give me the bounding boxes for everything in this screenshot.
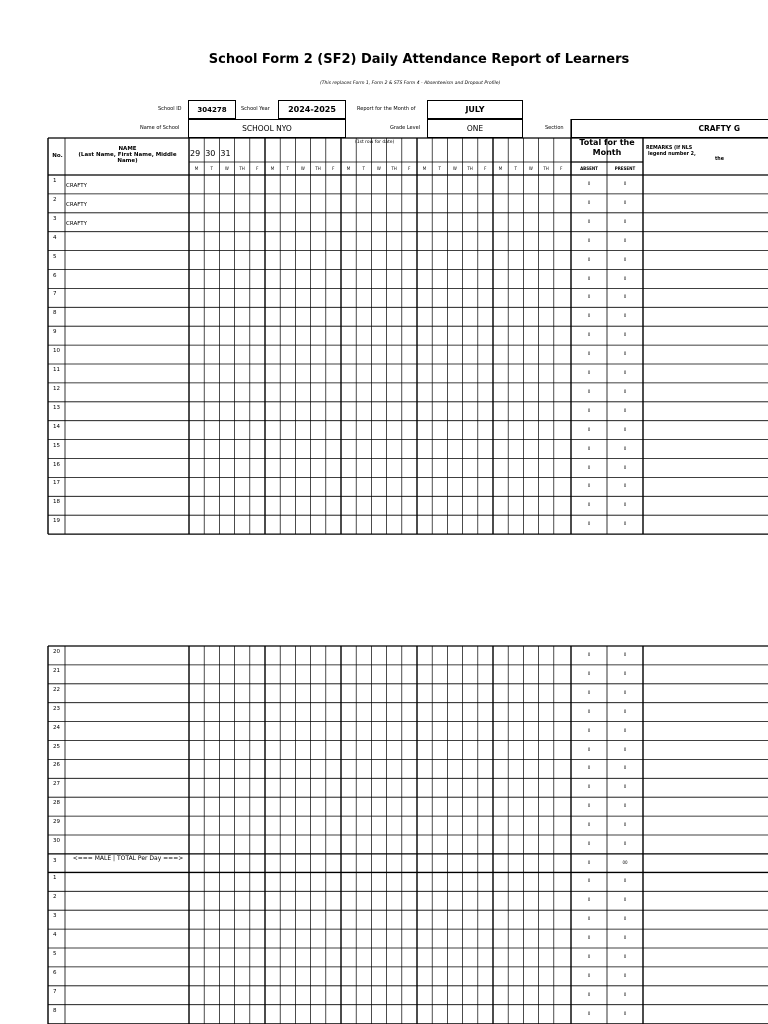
row-number: 11 [53,367,60,373]
weekday-label: W [224,166,229,171]
present-total: 0 [623,897,627,903]
absent-total: 0 [587,935,591,941]
present-total: 0 [623,294,627,300]
weekday-label: T [514,166,517,171]
present-total: 0 [623,332,627,338]
present-total: 0 [623,803,627,809]
weekday-label: T [210,166,213,171]
weekday-label: M [498,166,503,171]
row-number: 4 [53,932,57,939]
school-name-field[interactable]: SCHOOL NYO [188,119,346,138]
present-total: 0 [623,199,627,205]
present-total: 0 [623,878,627,884]
row-number: 7 [53,988,57,995]
row-number: 14 [53,423,60,430]
absent-total: 0 [587,803,591,809]
present-total: 0 [623,954,627,959]
present-total: 0 [623,652,627,657]
row-number: 3 [53,857,57,864]
present-total: 0 [623,689,627,695]
weekday-label: TH [543,166,549,171]
absent-total: 0 [587,784,591,790]
school-year-label: School Year [241,106,270,112]
row-number: 6 [53,969,57,976]
row-number: 29 [53,819,60,826]
present-total: 0 [623,746,627,752]
weekday-label: TH [239,166,245,171]
report-month-field[interactable]: JULY [427,100,523,119]
school-id-label: School ID [158,106,182,112]
date-note: (1st row for date) [355,140,395,145]
absent-total: 0 [587,972,591,978]
present-total: 0 [623,765,627,771]
male-total-label: <=== MALE | TOTAL Per Day ===> [72,855,184,862]
page-title: School Form 2 (SF2) Daily Attendance Report of Learners [208,52,630,67]
present-total: 0 [623,502,627,508]
present-total: 0 [623,708,627,714]
row-number: 16 [53,461,60,468]
absent-total: 0 [587,727,591,733]
row-number: 27 [53,781,60,788]
absent-header: ABSENT [580,166,598,171]
no-header: No. [52,153,63,159]
absent-total: 0 [587,407,591,413]
present-total: 0 [623,972,627,978]
present-total: 0 [623,370,627,375]
row-number: 10 [53,348,60,355]
row-number: 21 [53,667,60,674]
absent-total: 0 [587,313,591,319]
absent-total: 0 [587,275,591,281]
present-total: 0 [623,256,627,262]
row-number: 19 [53,518,60,525]
present-total: 0 [623,935,627,941]
row-number: 20 [53,649,60,655]
row-number: 3 [53,215,57,222]
learner-name[interactable]: CRAFTY [66,201,87,208]
weekday-label: M [346,166,351,171]
school-year-field[interactable]: 2024-2025 [278,100,346,119]
present-total: 0 [623,275,627,281]
page-subtitle: (This replaces Form 1, Form 2 & STS Form 4 - Absenteeism and Dropout Profile) [320,81,501,86]
weekday-label: W [376,166,381,171]
absent-total: 0 [587,841,591,846]
present-total: 0 [623,784,627,790]
absent-total: 0 [587,294,591,300]
absent-total: 0 [587,445,591,451]
name-header-sub: (Last Name, First Name, Middle Name) [78,152,177,164]
weekday-label: T [438,166,441,171]
row-number: 18 [53,499,60,506]
row-number: 15 [53,442,60,449]
date-number: 31 [220,149,231,158]
row-number: 8 [53,1007,57,1014]
present-total: 0 [623,237,627,243]
section-field[interactable]: CRAFTY G [571,119,768,138]
absent-total: 0 [587,237,591,243]
weekday-label: T [286,166,289,171]
remarks-header: REMARKS (If NLS [646,146,693,151]
absent-total: 0 [587,388,591,394]
school-id-field[interactable]: 304278 [188,100,236,119]
total-for-month-header: Total for the Month [579,138,635,157]
remarks-sub-2: the [715,157,724,162]
present-total: 0 [623,670,627,676]
present-total: 0 [623,407,627,413]
absent-total: 0 [587,370,591,375]
weekday-label: T [362,166,365,171]
present-total: 0 [623,464,627,470]
weekday-label: TH [391,166,397,171]
absent-total: 0 [587,954,591,959]
row-number: 12 [53,385,60,392]
row-number: 13 [53,404,60,411]
weekday-label: F [408,166,411,171]
present-total: 0 [623,991,627,997]
row-number: 30 [53,838,60,844]
weekday-label: W [300,166,305,171]
row-number: 5 [53,253,57,260]
present-total: 0 [623,351,627,357]
remarks-sub-1: legend number 2, [648,151,696,157]
weekday-label: M [422,166,427,171]
weekday-label: W [528,166,533,171]
absent-total: 0 [587,897,591,903]
row-number: 5 [53,951,57,957]
present-total: 0 [623,727,627,733]
row-number: 28 [53,800,60,807]
row-number: 2 [53,894,57,901]
absent-total: 0 [587,708,591,714]
absent-total: 0 [587,521,591,527]
present-header: PRESENT [614,166,636,171]
absent-total: 0 [587,689,591,695]
present-total: 0 [623,426,627,432]
row-number: 24 [53,724,60,731]
weekday-label: TH [315,166,321,171]
date-number: 30 [205,149,216,158]
absent-total: 0 [587,822,591,828]
row-number: 23 [53,705,60,712]
present-total: 0 [623,521,627,527]
present-total: 0 [623,388,627,394]
weekday-label: F [484,166,487,171]
present-total: 00 [622,859,628,865]
present-total: 0 [623,445,627,451]
absent-total: 0 [587,483,591,489]
absent-total: 0 [587,652,591,657]
present-total: 0 [623,1010,627,1016]
weekday-label: W [452,166,457,171]
absent-total: 0 [587,332,591,338]
row-number: 25 [53,743,60,750]
grade-level-field[interactable]: ONE [427,119,523,138]
absent-total: 0 [587,991,591,997]
present-total: 0 [623,916,627,922]
row-number: 9 [53,329,57,336]
row-number: 22 [53,686,60,693]
present-total: 0 [623,181,627,186]
row-number: 17 [53,480,60,487]
absent-total: 0 [587,746,591,752]
present-total: 0 [623,218,627,224]
present-total: 0 [623,483,627,489]
row-number: 4 [53,234,57,241]
row-number: 3 [53,913,57,920]
absent-total: 0 [587,859,591,865]
row-number: 1 [53,875,57,882]
row-number: 1 [53,178,57,184]
absent-total: 0 [587,351,591,357]
absent-total: 0 [587,181,591,186]
present-total: 0 [623,841,627,846]
grade-level-label: Grade Level [390,125,421,131]
date-number: 29 [190,149,201,158]
row-number: 26 [53,762,60,769]
absent-total: 0 [587,256,591,262]
absent-total: 0 [587,426,591,432]
absent-total: 0 [587,218,591,224]
weekday-label: F [560,166,563,171]
absent-total: 0 [587,464,591,470]
weekday-label: F [332,166,335,171]
row-number: 8 [53,310,57,317]
absent-total: 0 [587,502,591,508]
school-name-label: Name of School [140,125,180,131]
learner-name[interactable]: CRAFTY [66,183,87,189]
weekday-label: TH [467,166,473,171]
absent-total: 0 [587,1010,591,1016]
learner-name[interactable]: CRAFTY [66,220,87,227]
present-total: 0 [623,313,627,319]
weekday-label: M [194,166,199,171]
section-label: Section [545,125,564,131]
name-header: NAME [118,146,137,152]
row-number: 7 [53,291,57,298]
weekday-label: F [256,166,259,171]
absent-total: 0 [587,916,591,922]
report-month-label: Report for the Month of [357,106,416,112]
present-total: 0 [623,822,627,828]
absent-total: 0 [587,765,591,771]
row-number: 2 [53,196,57,203]
weekday-label: M [270,166,275,171]
absent-total: 0 [587,878,591,884]
absent-total: 0 [587,199,591,205]
absent-total: 0 [587,670,591,676]
row-number: 6 [53,272,57,279]
